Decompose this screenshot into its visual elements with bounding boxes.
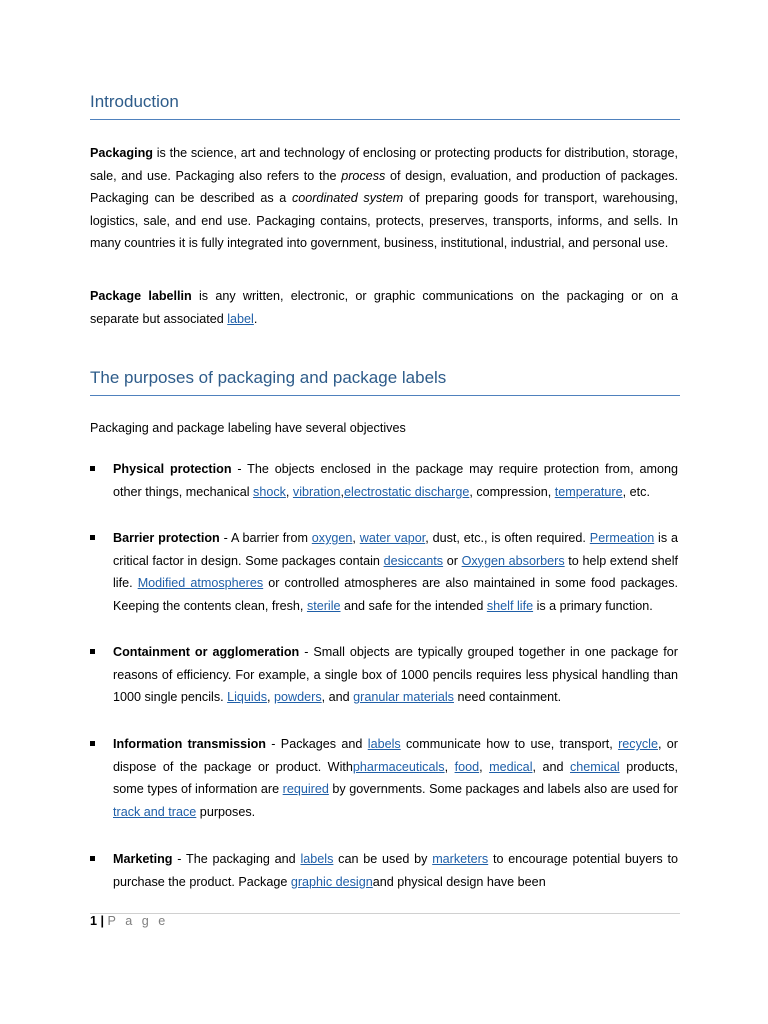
link-track-and-trace[interactable]: track and trace xyxy=(113,804,197,819)
text-run: of preparing goods for transport, warehousing, logistics, sale, and end use. Packaging contains, protects, preserves, transports, informs, and sells. In many countries it is fully integrated into government, business, institutional, industrial, and personal use. xyxy=(90,191,679,251)
page-footer xyxy=(90,914,168,928)
text-run: need containment. xyxy=(453,690,562,705)
bullet-icon xyxy=(90,466,95,471)
text-run: of design, evaluation, and production of packages. Packaging can be described as a xyxy=(90,168,678,206)
text-run: , dust, etc., is often required. xyxy=(425,531,590,545)
text-run: , xyxy=(444,759,455,774)
link-chemical[interactable]: chemical xyxy=(570,759,620,774)
link-sterile[interactable]: sterile xyxy=(306,598,341,613)
text-run: , xyxy=(479,759,490,774)
link-labels[interactable]: labels xyxy=(300,852,334,866)
bullet-icon xyxy=(90,741,95,746)
text-run: can be used by xyxy=(333,852,433,866)
link-temperature[interactable]: temperature xyxy=(554,484,623,499)
link-required[interactable]: required xyxy=(282,782,329,797)
text-run: is the science, art and technology of enclosing or protecting products for distribution, storage, sale, and use. Packaging also refers to the xyxy=(90,146,678,183)
text-run: - A barrier from xyxy=(219,531,312,545)
list-item-containment xyxy=(113,641,678,709)
footer-divider xyxy=(90,913,680,914)
item-title: Marketing xyxy=(113,852,173,866)
item-title: Information transmission xyxy=(113,737,266,751)
link-graphic-design[interactable]: graphic design xyxy=(290,874,373,889)
link-granular-materials[interactable]: granular materials xyxy=(353,690,454,705)
italic-coordinated-system: coordinated system xyxy=(291,191,404,206)
text-run: or xyxy=(443,553,462,568)
link-shock[interactable]: shock xyxy=(253,484,286,499)
text-run: and safe for the intended xyxy=(340,598,487,613)
text-run: to encourage potential buyers to purchase the product. Package xyxy=(113,852,678,889)
link-food[interactable]: food xyxy=(454,759,480,774)
list-item-marketing xyxy=(113,848,678,893)
page-number: 1 xyxy=(90,914,98,928)
link-powders[interactable]: powders xyxy=(274,690,322,705)
link-recycle[interactable]: recycle xyxy=(618,737,658,751)
text-run: purposes. xyxy=(196,804,256,819)
text-run: is a critical factor in design. Some packages contain xyxy=(113,531,679,568)
term-package-labelling: Package labellin xyxy=(90,289,192,303)
bullet-icon xyxy=(90,535,95,540)
text-run: to help extend shelf life. xyxy=(113,553,678,591)
link-label[interactable]: label xyxy=(227,311,254,326)
link-water-vapor[interactable]: water vapor xyxy=(359,531,426,545)
link-labels[interactable]: labels xyxy=(367,737,401,751)
list-item-information-transmission xyxy=(113,733,678,823)
introduction-paragraph-1 xyxy=(90,142,678,255)
text-run: is any written, electronic, or graphic communications on the packaging or on a separate but associated xyxy=(90,289,678,326)
text-run: is a primary function. xyxy=(533,598,653,613)
objectives-lead: Packaging and package labeling have several objectives xyxy=(90,421,406,435)
text-run: , xyxy=(267,690,275,705)
link-modified-atmospheres[interactable]: Modified atmospheres xyxy=(137,576,264,591)
item-title: Physical protection xyxy=(113,462,232,476)
link-electrostatic-discharge[interactable]: electrostatic discharge xyxy=(344,484,470,499)
text-run: , xyxy=(352,531,360,545)
text-run: - The objects enclosed in the package may require protection from, among other things, mechanical xyxy=(113,462,678,499)
text-run: , xyxy=(340,484,345,499)
text-run: , compression, xyxy=(469,484,555,499)
link-desiccants[interactable]: desiccants xyxy=(383,553,444,568)
item-title: Barrier protection xyxy=(113,531,220,545)
italic-process: process xyxy=(341,168,386,183)
bullet-icon xyxy=(90,856,95,861)
text-run: , and xyxy=(532,759,570,774)
text-run: - Small objects are typically grouped together in one package for reasons of efficiency. For example, a single box of 1000 pencils requires less physical handling than 1000 single pencils. xyxy=(113,645,678,705)
link-permeation[interactable]: Permeation xyxy=(589,531,655,545)
text-run: products, some types of information are xyxy=(113,759,678,797)
text-run: communicate how to use, transport, xyxy=(400,737,619,751)
term-packaging: Packaging xyxy=(90,146,153,160)
link-marketers[interactable]: marketers xyxy=(432,852,489,866)
link-oxygen-absorbers[interactable]: Oxygen absorbers xyxy=(461,553,565,568)
link-vibration[interactable]: vibration xyxy=(292,484,341,499)
bullet-icon xyxy=(90,649,95,654)
link-shelf-life[interactable]: shelf life xyxy=(486,598,534,613)
text-run: , etc. xyxy=(622,484,650,499)
text-run: - The packaging and xyxy=(172,852,301,866)
text-run: or controlled atmospheres are also maintained in some food packages. Keeping the contents clean, fresh, xyxy=(113,576,678,613)
item-title: Containment or agglomeration xyxy=(113,645,300,659)
introduction-heading: Introduction xyxy=(90,92,680,120)
link-oxygen[interactable]: oxygen xyxy=(311,531,353,545)
list-item-physical-protection xyxy=(113,458,678,503)
link-medical[interactable]: medical xyxy=(489,759,533,774)
link-pharmaceuticals[interactable]: pharmaceuticals xyxy=(352,759,445,774)
footer-separator: | xyxy=(100,914,105,928)
text-run: . xyxy=(253,311,258,326)
text-run: and physical design have been xyxy=(372,874,546,889)
text-run: , and xyxy=(321,690,354,705)
text-run: by governments. Some packages and labels also are used for xyxy=(328,782,678,797)
list-item-barrier-protection xyxy=(113,527,678,617)
introduction-paragraph-2 xyxy=(90,285,678,330)
text-run: , or dispose of the package or product. With xyxy=(113,737,678,774)
text-run: , xyxy=(285,484,293,499)
purposes-heading: The purposes of packaging and package labels xyxy=(90,368,680,396)
page-word: P a g e xyxy=(107,914,169,928)
link-liquids[interactable]: Liquids xyxy=(227,690,268,705)
text-run: - Packages and xyxy=(265,737,368,751)
